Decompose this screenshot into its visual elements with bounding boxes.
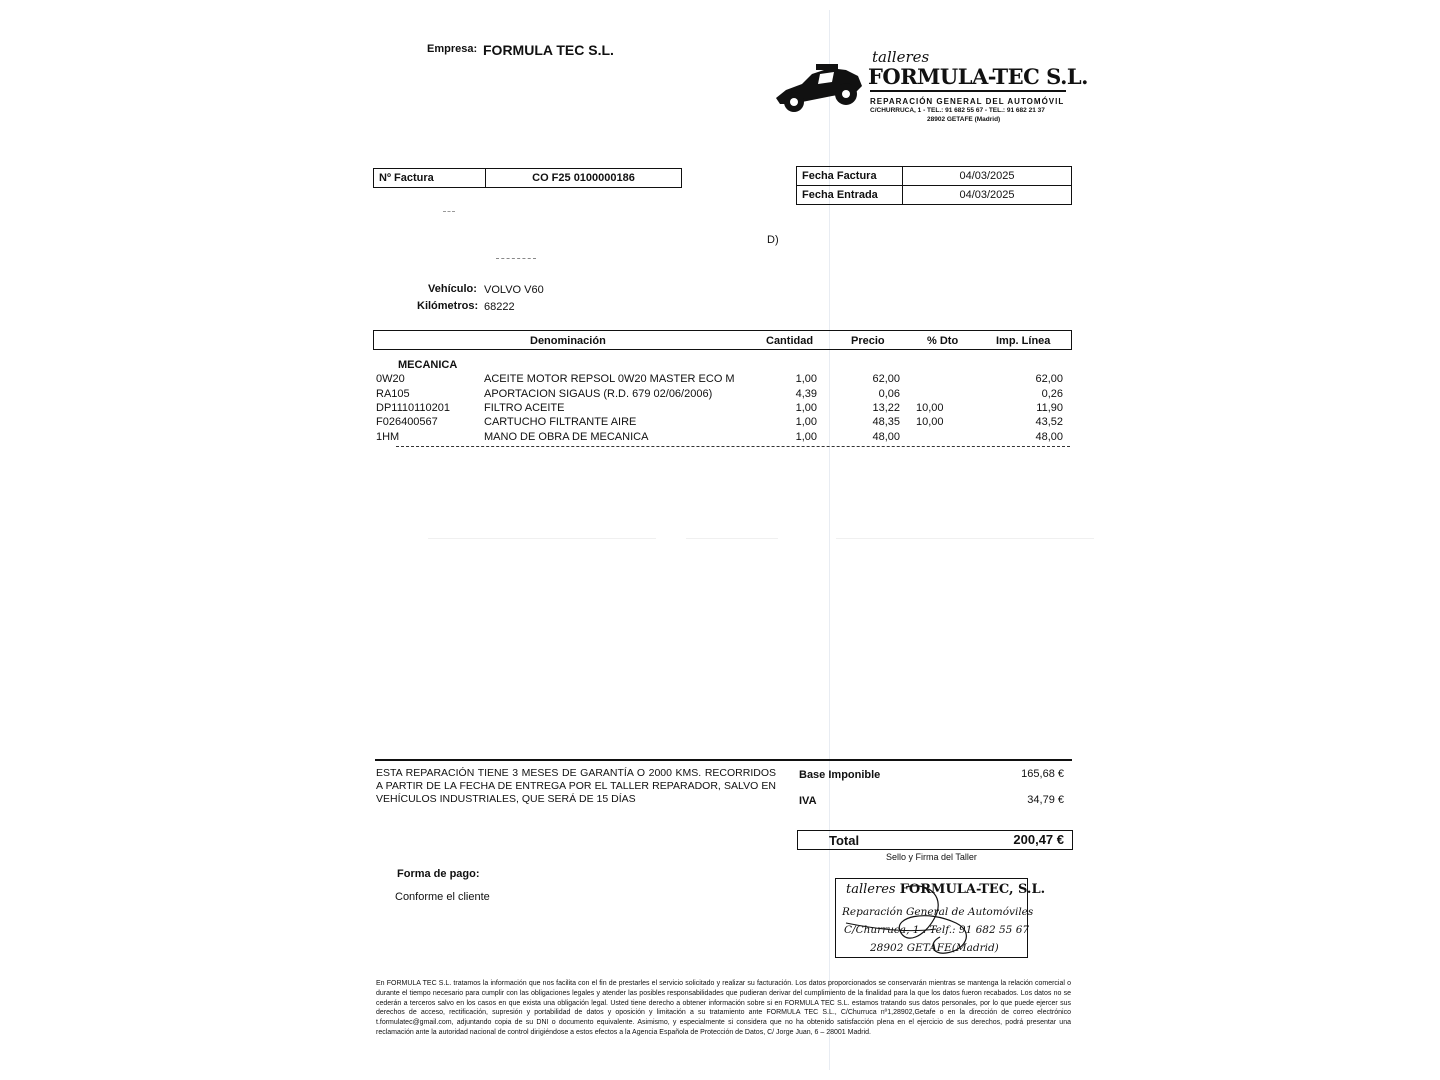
stamp-line4: 28902 GETAFE(Madrid) (870, 942, 999, 954)
scan-artifact-line (686, 538, 778, 539)
total-box (797, 830, 1073, 850)
invoice-number-box (373, 168, 682, 188)
stamp-line3: C/Churruca, 1 . Telf.: 91 682 55 67 (844, 924, 1030, 936)
row-discount: 10,00 (916, 416, 944, 428)
stamp-line2: Reparación General de Automóviles (842, 906, 1034, 918)
invoice-number-label: Nº Factura (374, 169, 486, 187)
row-amount: 0,26 (1041, 388, 1063, 400)
forma-pago-value: Conforme el cliente (395, 891, 490, 903)
fecha-entrada-value: 04/03/2025 (959, 189, 1015, 201)
row-discount: 10,00 (916, 402, 944, 414)
logo-address: C/CHURRUCA, 1 - TEL.: 91 682 55 67 - TEL.: 91 682 21 37 (870, 107, 1045, 114)
row-price: 48,35 (872, 416, 900, 428)
header-dto: % Dto (927, 335, 959, 347)
header-denominacion: Denominación (530, 335, 606, 347)
stamp-company-name: FORMULA-TEC, S.L. (899, 882, 1046, 897)
row-code: 1HM (376, 431, 400, 443)
scan-artifact-line (836, 538, 1094, 539)
logo-subtitle: REPARACIÓN GENERAL DEL AUTOMÓVIL (870, 97, 1065, 106)
row-quantity: 1,00 (795, 416, 817, 428)
fecha-factura-label: Fecha Factura (797, 167, 903, 185)
table-row (0, 416, 1440, 431)
redacted-mark (496, 258, 536, 259)
scan-artifact-line (428, 538, 656, 539)
iva-value: 34,79 € (1027, 794, 1064, 806)
fecha-factura-value: 04/03/2025 (959, 170, 1015, 182)
empresa-label: Empresa: (427, 43, 478, 55)
row-description: APORTACION SIGAUS (R.D. 679 02/06/2006) (484, 388, 713, 400)
row-code: DP1110110201 (376, 402, 451, 414)
row-description: MANO DE OBRA DE MECANICA (484, 431, 649, 443)
iva-label: IVA (799, 795, 817, 807)
company-stamp (835, 878, 1046, 958)
row-amount: 62,00 (1035, 373, 1063, 385)
fecha-factura-row (797, 167, 1071, 185)
header-importe: Imp. Línea (996, 335, 1051, 347)
total-value: 200,47 € (1013, 832, 1064, 847)
row-description: CARTUCHO FILTRANTE AIRE (484, 416, 637, 428)
vehiculo-value: VOLVO V60 (484, 284, 544, 296)
row-amount: 11,90 (1036, 402, 1063, 414)
header-cantidad: Cantidad (766, 335, 814, 347)
row-code: 0W20 (376, 373, 405, 385)
logo-city: 28902 GETAFE (Madrid) (927, 116, 1001, 123)
header-precio: Precio (851, 335, 885, 347)
kilometros-value: 68222 (484, 301, 515, 313)
logo-rule (870, 90, 1066, 92)
invoice-number-value: CO F25 0100000186 (532, 172, 635, 184)
race-car-logo-icon (772, 60, 866, 114)
logo-company-name: FORMULA-TEC S.L. (868, 64, 1088, 89)
fecha-entrada-label: Fecha Entrada (797, 186, 903, 204)
client-fragment: D) (767, 234, 779, 246)
sello-label: Sello y Firma del Taller (886, 852, 977, 862)
row-price: 62,00 (872, 373, 900, 385)
row-quantity: 1,00 (795, 431, 817, 443)
guarantee-text: ESTA REPARACIÓN TIENE 3 MESES DE GARANTÍA O 2000 KMS. RECORRIDOS A PARTIR DE LA FECHA DE ENTREGA POR EL TALLER REPARADOR, SALVO EN VEHÍCULOS INDUSTRIALES, QUE SERÁ DE 15 DÍAS (376, 767, 776, 805)
empresa-value: FORMULA TEC S.L. (483, 42, 614, 58)
vehiculo-label: Vehículo: (428, 283, 477, 295)
base-imponible-label: Base Imponible (799, 769, 881, 781)
stamp-script: talleres (846, 882, 896, 897)
redacted-mark (443, 211, 455, 212)
row-amount: 48,00 (1035, 431, 1063, 443)
row-description: FILTRO ACEITE (484, 402, 565, 414)
row-price: 48,00 (872, 431, 900, 443)
table-row (0, 402, 1440, 417)
footer-rule (375, 759, 1072, 761)
forma-pago-label: Forma de pago: (397, 868, 480, 880)
fecha-entrada-row (797, 185, 1071, 204)
total-label: Total (829, 833, 860, 848)
items-end-rule (396, 446, 1070, 447)
row-description: ACEITE MOTOR REPSOL 0W20 MASTER ECO M (484, 373, 735, 385)
signature-scribble-icon (836, 879, 1029, 959)
row-quantity: 1,00 (795, 402, 817, 414)
items-table-header (373, 330, 1072, 350)
table-row (0, 373, 1440, 388)
row-price: 13,22 (872, 402, 900, 414)
logo-script: talleres (872, 48, 930, 66)
legal-notice: En FORMULA TEC S.L. tratamos la información que nos facilita con el fin de prestarles el servicio solicitado y realizar su facturación. Los datos proporcionados se conservarán mientras se mantenga la relación comercial o durante el tiempo necesario para cumplir con las obligaciones legales y atender las posibles responsabilidades que pudieran derivar del cumplimiento de la finalidad para la que los datos fueron recabados. Los datos no se cederán a terceros salvo en los casos en que exista una obligación legal. Usted tiene derecho a obtener información sobre si en FORMULA TEC S.L. estamos tratando sus datos personales, por lo que puede ejercer sus derechos de acceso, rectificación, supresión y portabilidad de datos y oposición y limitación a su tratamiento ante FORMULA TEC S.L., C/Churruca nº1,28902,Getafe o en la dirección de correo electrónico t.formulatec@gmail.com, adjuntando copia de su DNI o documento equivalente. Asimismo, y especialmente si considera que no ha obtenido satisfacción plena en el ejercicio de sus derechos, podrá presentar una reclamación ante la autoridad nacional de control dirigiéndose a estos efectos a la Agencia Española de Protección de Datos, C/ Jorge Juan, 6 – 28001 Madrid. (376, 980, 1071, 1036)
row-code: F026400567 (376, 416, 438, 428)
table-row (0, 388, 1440, 403)
table-row (0, 431, 1440, 446)
kilometros-label: Kilómetros: (417, 300, 479, 312)
row-quantity: 1,00 (795, 373, 817, 385)
row-price: 0,06 (878, 388, 900, 400)
dates-box (796, 166, 1072, 205)
section-title: MECANICA (398, 359, 458, 371)
row-quantity: 4,39 (795, 388, 817, 400)
row-code: RA105 (376, 388, 410, 400)
base-imponible-value: 165,68 € (1021, 768, 1064, 780)
row-amount: 43,52 (1035, 416, 1063, 428)
